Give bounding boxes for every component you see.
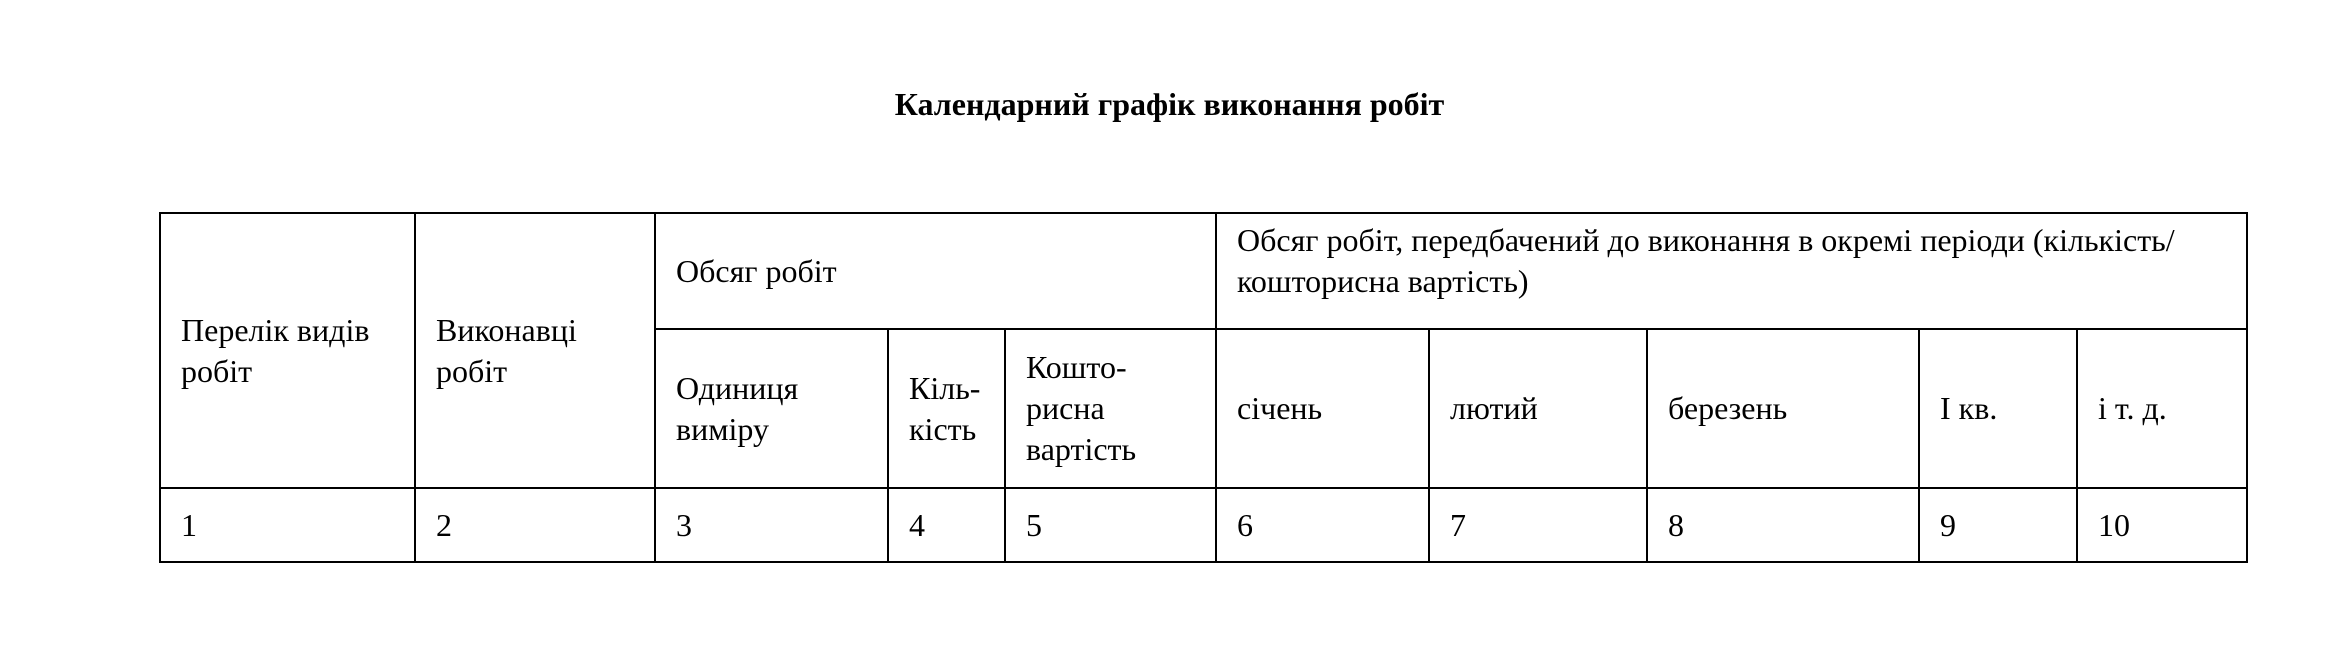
header-quantity-label: Кіль-кість — [909, 369, 981, 447]
header-cell-period-etc — [2077, 329, 2247, 488]
header-period-volume-label: Обсяг робіт, передбачений до виконання в окремі періоди (кількість/кошторисна вартість) — [1237, 222, 2175, 299]
header-cell-period-march — [1647, 329, 1919, 488]
header-cell-unit — [655, 329, 888, 488]
header-cell-period-february — [1429, 329, 1647, 488]
column-number-cell: 1 — [160, 488, 415, 562]
column-number-cell: 10 — [2077, 488, 2247, 562]
header-performers-label: Виконавці робіт — [436, 311, 577, 389]
period-label: І кв. — [1940, 390, 1998, 426]
document-title: Календарний графік виконання робіт — [894, 86, 1445, 122]
header-cell-quantity — [888, 329, 1005, 488]
header-cell-estimated-cost — [1005, 329, 1216, 488]
header-cell-performers — [415, 213, 655, 488]
period-label: березень — [1668, 390, 1788, 426]
column-number-cell: 5 — [1005, 488, 1216, 562]
header-cell-work-types — [160, 213, 415, 488]
column-number-cell: 8 — [1647, 488, 1919, 562]
header-cell-period-january — [1216, 329, 1429, 488]
period-label: лютий — [1450, 390, 1538, 426]
header-work-types-label: Перелік видів робіт — [181, 311, 370, 389]
header-cell-period-volume — [1216, 213, 2247, 329]
header-cell-period-q1 — [1919, 329, 2077, 488]
column-number-cell: 4 — [888, 488, 1005, 562]
column-number-cell: 3 — [655, 488, 888, 562]
work-schedule-table — [159, 212, 2248, 563]
header-work-volume-label: Обсяг робіт — [676, 252, 837, 289]
period-label: і т. д. — [2098, 390, 2167, 426]
period-label: січень — [1237, 390, 1323, 426]
column-number-cell: 2 — [415, 488, 655, 562]
header-unit-label: Одиниця виміру — [676, 369, 799, 447]
column-number-cell: 7 — [1429, 488, 1647, 562]
column-number-cell: 9 — [1919, 488, 2077, 562]
column-number-cell: 6 — [1216, 488, 1429, 562]
table-header-row-1 — [160, 213, 2247, 329]
header-cell-work-volume — [655, 213, 1216, 329]
header-estimated-cost-label: Кошто-рисна вартість — [1026, 349, 1137, 467]
column-number-row — [160, 488, 2247, 562]
